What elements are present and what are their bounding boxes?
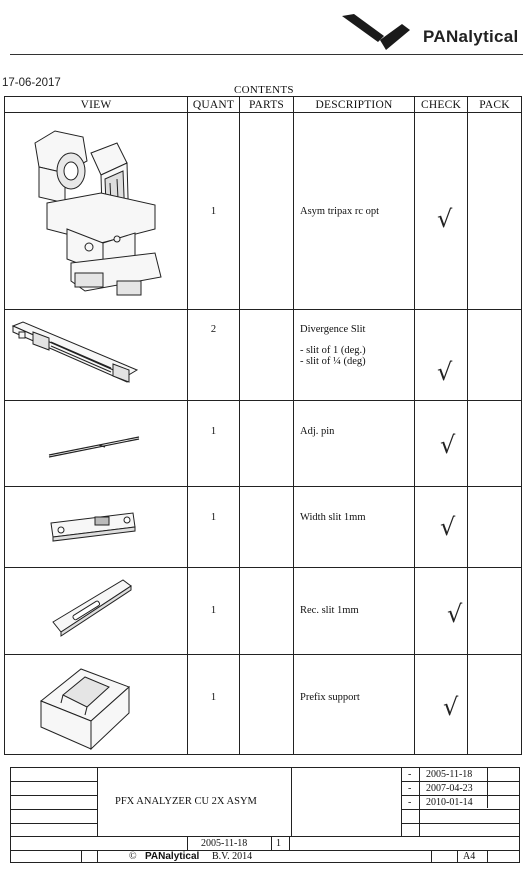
brand-name: PANalytical xyxy=(423,27,519,46)
description-line: Prefix support xyxy=(300,692,360,703)
table-row xyxy=(5,113,522,310)
description-line: - slit of 1 (deg.) xyxy=(300,345,366,356)
description-line: Adj. pin xyxy=(300,426,335,437)
view-cell xyxy=(5,568,188,655)
view-cell xyxy=(5,401,188,487)
column-header-quant: QUANT xyxy=(188,97,240,113)
revision-date: 2005-11-18 xyxy=(426,769,473,780)
check-cell xyxy=(415,401,468,487)
paper-format: A4 xyxy=(463,851,476,862)
table-row xyxy=(5,568,522,655)
drawing-date: 2005-11-18 xyxy=(201,838,248,849)
copyright-brand: PANalytical xyxy=(145,851,200,862)
pack-cell xyxy=(468,401,522,487)
title-block xyxy=(10,767,520,863)
pack-cell xyxy=(468,487,522,568)
check-mark: √ xyxy=(443,693,459,721)
table-row xyxy=(5,487,522,568)
check-cell xyxy=(415,487,468,568)
panalytical-logo-icon xyxy=(340,12,412,52)
parts-cell xyxy=(240,487,294,568)
check-cell xyxy=(415,310,468,401)
drawing-title: PFX ANALYZER CU 2X ASYM xyxy=(115,796,257,807)
description-cell xyxy=(294,568,415,655)
sheet-number: 1 xyxy=(276,838,281,849)
divergence-slit-drawing-icon xyxy=(5,310,188,400)
description-cell xyxy=(294,401,415,487)
view-cell xyxy=(5,487,188,568)
check-mark: √ xyxy=(440,431,456,459)
quant-cell xyxy=(188,401,240,487)
check-cell xyxy=(415,568,468,655)
prefix-support-drawing-icon xyxy=(5,655,188,754)
check-mark: √ xyxy=(440,513,456,541)
quant-cell xyxy=(188,487,240,568)
table-row xyxy=(5,655,522,755)
quant-value: 2 xyxy=(210,324,217,335)
adj-pin-drawing-icon xyxy=(5,401,188,486)
description-line: Divergence Slit xyxy=(300,324,366,335)
check-mark: √ xyxy=(437,358,453,386)
description-cell xyxy=(294,310,415,401)
document-date: 17-06-2017 xyxy=(2,77,61,89)
check-mark: √ xyxy=(447,600,463,628)
brand-logo xyxy=(340,12,530,52)
description-cell xyxy=(294,113,415,310)
revision-mark: - xyxy=(408,769,412,780)
parts-cell xyxy=(240,401,294,487)
description-cell xyxy=(294,487,415,568)
column-header-description: DESCRIPTION xyxy=(294,97,415,113)
copyright-text: B.V. 2014 xyxy=(212,851,253,862)
revision-date: 2007-04-23 xyxy=(426,783,473,794)
check-cell xyxy=(415,113,468,310)
header-divider xyxy=(10,54,523,55)
quant-value: 1 xyxy=(210,206,217,217)
parts-cell xyxy=(240,113,294,310)
parts-cell xyxy=(240,655,294,755)
quant-cell xyxy=(188,310,240,401)
check-mark: √ xyxy=(437,205,453,233)
contents-table xyxy=(4,96,522,755)
check-cell xyxy=(415,655,468,755)
parts-cell xyxy=(240,568,294,655)
description-line: Width slit 1mm xyxy=(300,512,366,523)
pack-cell xyxy=(468,113,522,310)
table-row xyxy=(5,310,522,401)
description-cell xyxy=(294,655,415,755)
parts-cell xyxy=(240,310,294,401)
description-line: - slit of ¼ (deg) xyxy=(300,356,366,367)
column-header-view: VIEW xyxy=(5,97,188,113)
description-line: Asym tripax rc opt xyxy=(300,206,380,217)
quant-value: 1 xyxy=(210,426,217,437)
table-header-row xyxy=(5,97,522,113)
copyright-symbol: © xyxy=(129,851,137,862)
asym-tripax-drawing-icon xyxy=(5,113,188,309)
table-row xyxy=(5,401,522,487)
view-cell xyxy=(5,655,188,755)
pack-cell xyxy=(468,655,522,755)
quant-cell xyxy=(188,113,240,310)
revision-mark: - xyxy=(408,797,412,808)
revision-date: 2010-01-14 xyxy=(426,797,473,808)
view-cell xyxy=(5,310,188,401)
contents-title: CONTENTS xyxy=(234,84,294,96)
rec-slit-drawing-icon xyxy=(5,568,188,654)
revision-mark: - xyxy=(408,783,412,794)
pack-cell xyxy=(468,310,522,401)
width-slit-drawing-icon xyxy=(5,487,188,567)
quant-value: 1 xyxy=(210,692,217,703)
quant-value: 1 xyxy=(210,512,217,523)
column-header-parts: PARTS xyxy=(240,97,294,113)
quant-cell xyxy=(188,568,240,655)
description-line: Rec. slit 1mm xyxy=(300,605,359,616)
column-header-pack: PACK xyxy=(468,97,522,113)
pack-cell xyxy=(468,568,522,655)
view-cell xyxy=(5,113,188,310)
quant-value: 1 xyxy=(210,605,217,616)
column-header-check: CHECK xyxy=(415,97,468,113)
quant-cell xyxy=(188,655,240,755)
